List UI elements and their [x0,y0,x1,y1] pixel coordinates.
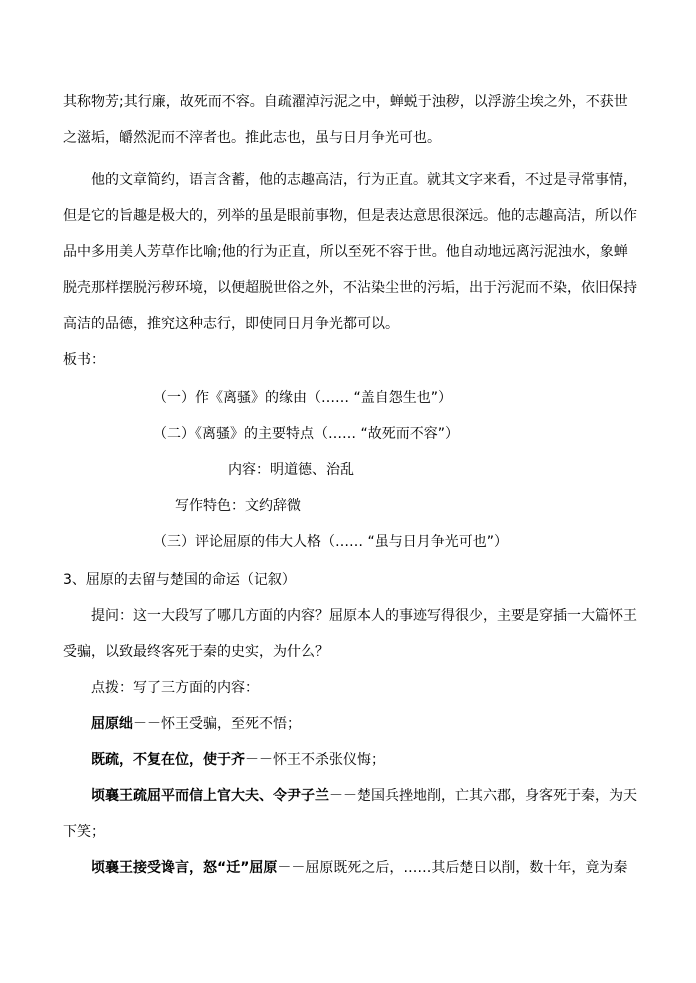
bold-phrase: 顷襄王疏屈平而信上官大夫、令尹子兰 [91,788,329,804]
bold-phrase: 屈原绌 [91,716,133,732]
plain-phrase: －－怀王不杀张仪悔； [245,752,385,768]
plain-phrase: －－楚国兵挫地削，亡其六郡，身客死于秦，为天 [329,788,637,804]
rich-line [91,750,385,770]
text-line: 之滋垢，皭然泥而不滓者也。推此志也，虽与日月争光可也。 [63,130,441,146]
text-line: 点拨：写了三方面的内容： [91,680,259,696]
rich-line [91,714,301,734]
outline-subitem: 内容：明道德、治乱 [228,462,354,478]
text-line: 他的文章简约，语言含蓄，他的志趣高洁，行为正直。就其文字来看，不过是寻常事情， [91,172,637,188]
section-heading: 板书： [63,352,105,368]
text-line: 下笑； [63,824,105,840]
outline-item: （一）作《离骚》的缘由（…… “盖自怨生也”） [153,390,452,406]
bold-phrase: 既疏，不复在位，使于齐 [91,752,245,768]
section-heading: 3、屈原的去留与楚国的命运（记叙） [63,572,296,588]
outline-subitem: 写作特色：文约辞微 [175,498,301,514]
text-line: 高洁的品德，推究这种志行，即使同日月争光都可以。 [63,316,399,332]
text-line: 受骗，以致最终客死于秦的史实，为什么？ [63,644,329,660]
rich-line [91,786,637,806]
text-line: 提问：这一大段写了哪几方面的内容？屈原本人的事迹写得很少，主要是穿插一大篇怀王 [91,608,637,624]
text-line: 品中多用美人芳草作比喻;他的行为正直，所以至死不容于世。他自动地远离污泥浊水，象蝉 [63,244,628,260]
text-line: 脱壳那样摆脱污秽环境，以便超脱世俗之外，不沾染尘世的污垢，出于污泥而不染，依旧保持 [63,280,637,296]
bold-phrase: 顷襄王接受谗言，怒“迁”屈原 [91,860,278,876]
plain-phrase: －－怀王受骗，至死不悟； [133,716,301,732]
text-line: 但是它的旨趣是极大的，列举的虽是眼前事物，但是表达意思很深远。他的志趣高洁，所以作 [63,208,637,224]
outline-item: （二）《离骚》的主要特点（…… “故死而不容”） [153,426,459,442]
rich-line [91,858,627,878]
text-line: 其称物芳;其行廉，故死而不容。自疏濯淖污泥之中，蝉蜕于浊秽，以浮游尘埃之外，不获世 [63,94,628,110]
plain-phrase: －－屈原既死之后，……其后楚日以削，数十年，竟为秦 [277,860,628,876]
outline-item: （三）评论屈原的伟大人格（…… “虽与日月争光可也”） [153,534,508,550]
